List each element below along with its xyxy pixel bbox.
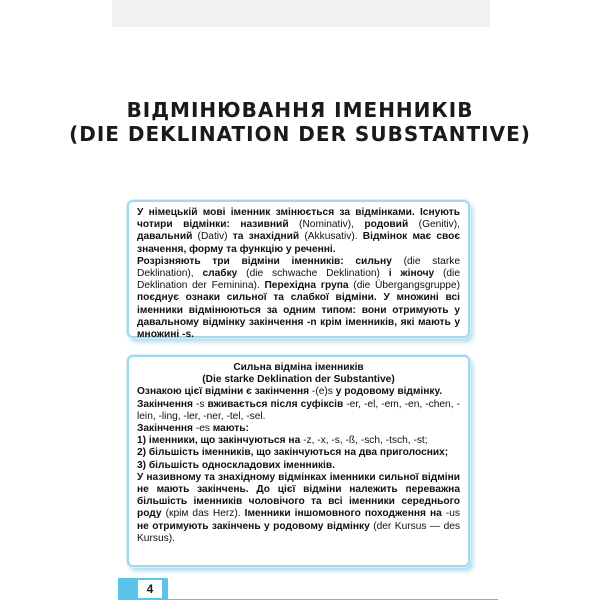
- text-run: -(e)s: [311, 386, 336, 398]
- text-run: Закінчення: [137, 423, 196, 435]
- text-run: (Genitiv),: [418, 219, 460, 231]
- text-run: -s: [196, 398, 208, 410]
- text-run: (крім das Herz).: [165, 508, 245, 520]
- box-subtitle: (Die starke Deklination der Substantive): [202, 374, 395, 386]
- page-number: 4: [138, 580, 162, 598]
- text-run: У німецькій мові іменник змінюється за відмінками. Існують чотири відмінки: називний: [137, 207, 460, 231]
- text-run: (der Kursus — des Kursus).: [137, 520, 460, 544]
- rule-es-heading: [137, 423, 460, 435]
- rule-s-ending: [137, 399, 460, 423]
- text-run: 3) більшість односкладових іменників.: [137, 459, 335, 471]
- text-run: Відмінок має своє значення, форму та функцію у реченні.: [137, 231, 461, 255]
- text-run: (Nominativ),: [299, 219, 365, 231]
- text-run: -us: [445, 508, 460, 520]
- rule-nominative-accusative: [137, 472, 460, 545]
- header-band: [112, 0, 490, 27]
- text-run: (die schwache Deklination): [246, 268, 389, 280]
- text-run: давальний: [137, 231, 198, 243]
- text-run: У називному та знахідному відмінках іменники сильної відміни не мають закінчень. До цієї відміни належить переважна більшість іменників чоловічого та всі іменники середнього роду: [137, 471, 460, 520]
- text-run: (Akkusativ).: [304, 231, 363, 243]
- text-run: у родовому відмінку.: [335, 386, 443, 398]
- rule-genitive-ending: [137, 386, 460, 398]
- intro-paragraph-2: [137, 256, 460, 341]
- text-run: слабку: [202, 268, 247, 280]
- intro-box: [127, 200, 470, 341]
- text-run: 2) більшість іменників, що закінчуються на два приголосних;: [137, 447, 449, 459]
- text-run: і жіночу: [388, 268, 443, 280]
- text-run: (die Übergangsgruppe): [353, 280, 460, 292]
- text-run: 1) іменники, що закінчуються на: [137, 435, 304, 447]
- text-run: мають:: [212, 423, 249, 435]
- text-run: Розрізняють три відміни іменників: сильну: [137, 255, 404, 267]
- text-run: родовий: [364, 219, 419, 231]
- strong-declension-box: [127, 355, 470, 567]
- box-title: Сильна відміна іменників: [233, 362, 364, 373]
- text-run: (die starke Deklination),: [137, 255, 461, 280]
- text-run: вживається після суфіксів: [207, 398, 347, 410]
- text-run: та знахідний: [232, 231, 305, 243]
- text-run: Перехідна група: [264, 280, 354, 292]
- page-subtitle: (DIE DEKLINATION DER SUBSTANTIVE): [69, 122, 531, 146]
- rule-es-item-2: [137, 447, 460, 459]
- text-run: -z, -x, -s, -ß, -sch, -tsch, -st;: [303, 435, 428, 447]
- text-run: -es: [195, 423, 213, 435]
- text-run: (Dativ): [197, 231, 233, 243]
- text-run: Ознакою цієї відміни є закінчення: [137, 386, 312, 398]
- text-run: поєднує ознаки сильної та слабкої відміни. У множині всі іменники відмінюються за одним типом: вони отримують у давальному відмінку закінчення -n крім іменників, які мають у множині -s.: [137, 292, 460, 341]
- text-run: -er, -el, -em, -en, -chen, -lein, -ling, -ler, -ner, -tel, -sel.: [137, 398, 460, 422]
- text-run: Закінчення: [137, 398, 196, 410]
- text-run: Іменники іншомовного походження на: [244, 508, 446, 520]
- rule-es-item-3: [137, 460, 460, 472]
- text-run: не отримують закінчень у родовому відмінку: [137, 520, 374, 532]
- intro-paragraph-1: [137, 207, 460, 256]
- page-title: ВІДМІНЮВАННЯ ІМЕННИКІВ: [126, 98, 474, 122]
- text-run: (die Deklination der Feminina).: [137, 268, 460, 292]
- rule-es-item-1: [137, 435, 460, 447]
